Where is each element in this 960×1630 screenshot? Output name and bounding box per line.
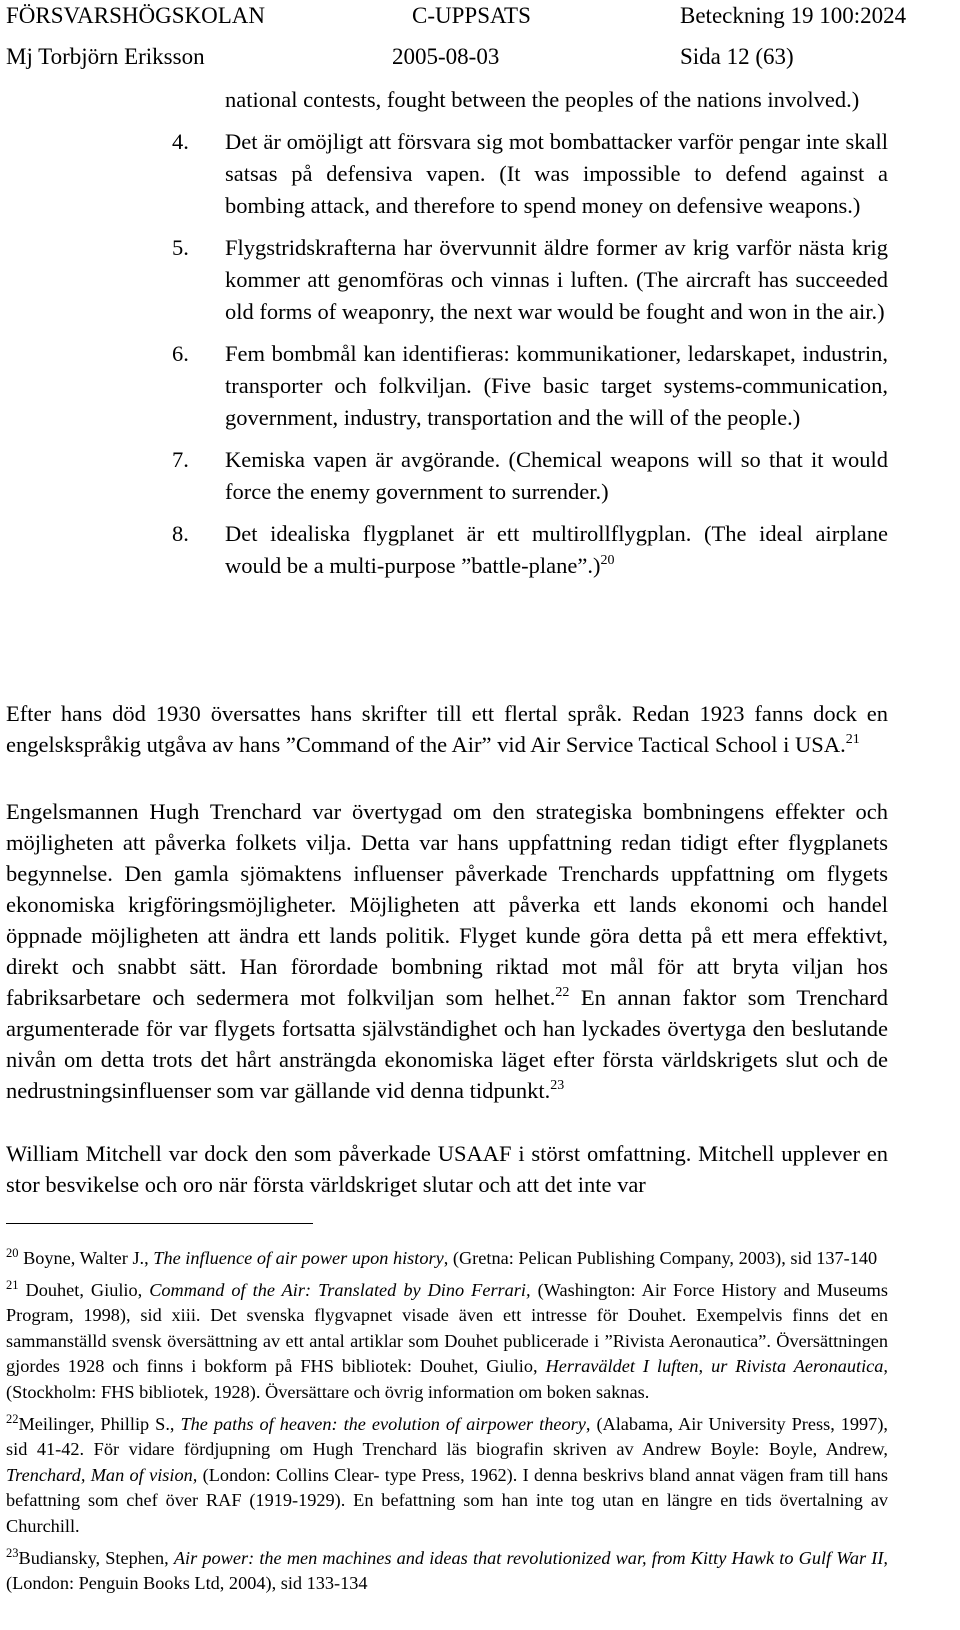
- footnote-ref[interactable]: 23: [550, 1078, 565, 1093]
- header-school: FÖRSVARSHÖGSKOLAN: [6, 3, 266, 28]
- footnote-title: The paths of heaven: the evolution of airpower theory: [180, 1413, 586, 1434]
- footnotes: [6, 1246, 888, 1597]
- footnote-title: The influence of air power upon history: [153, 1248, 444, 1268]
- header-author: Mj Torbjörn Eriksson: [6, 44, 205, 69]
- list-item-continuation: [172, 84, 888, 116]
- enumerated-list: [172, 84, 888, 582]
- list-item: [172, 338, 888, 434]
- list-item-text: Fem bombmål kan identifieras: kommunikationer, ledarskapet, industrin, transporter och folkviljan. (Five basic target systems-communication, government, industry, transportation and the will of the people.): [225, 341, 888, 430]
- paragraph-text: Efter hans död 1930 översattes hans skrifter till ett flertal språk. Redan 1923 fanns dock en engelskspråkig utgåva av hans ”Command of the Air” vid Air Service Tactical School i USA.: [6, 701, 888, 757]
- list-item: [172, 126, 888, 222]
- paragraph-text: William Mitchell var dock den som påverkade USAAF i störst omfattning. Mitchell upplever en stor besvikelse och oro när första världskriget slutar och att det inte var: [6, 1141, 888, 1197]
- footnote-number: 22: [6, 1411, 19, 1426]
- header-date: 2005-08-03: [392, 44, 500, 69]
- footnote-title: Air power: the men machines and ideas that revolutionized war, from Kitty Hawk to Gulf War II,: [173, 1547, 888, 1568]
- list-item-number: 7.: [172, 447, 189, 472]
- footnote-title: Herraväldet I luften, ur Rivista Aeronautica,: [545, 1356, 888, 1377]
- header-designation: Beteckning 19 100:2024: [680, 3, 907, 28]
- footnote-text: Budiansky, Stephen,: [18, 1547, 174, 1568]
- footnote-22: [6, 1412, 888, 1540]
- list-item-number: 5.: [172, 235, 189, 260]
- footnote-text: , (Gretna: Pelican Publishing Company, 2003), sid 137-140: [443, 1248, 878, 1268]
- footnote-text: (Washington: Air Force History and Museums Program, 1998), sid xiii. Det svenska flygvapnet visade även ett intresse för Douhet. Exempelvis finns det en sammanställd svensk översättning av ett antal artiklar som Douhet publicerade i ”Rivista Aeronautica”. Översättningen gjordes 1928 och finns i bokform på FHS bibliotek: Douhet, Giulio,: [6, 1279, 889, 1377]
- footnote-20: [6, 1246, 888, 1272]
- body-paragraph: [6, 796, 888, 1106]
- list-item: [172, 444, 888, 508]
- list-item-text: Kemiska vapen är avgörande. (Chemical weapons will so that it would force the enemy government to surrender.): [225, 447, 888, 504]
- list-item-text: Det idealiska flygplanet är ett multirollflygplan. (The ideal airplane would be a multi-purpose ”battle-plane”.): [225, 521, 888, 578]
- footnote-separator: [6, 1223, 313, 1224]
- body-paragraph: [6, 1138, 888, 1200]
- footnote-ref[interactable]: 21: [845, 732, 860, 747]
- list-item-number: 4.: [172, 129, 189, 154]
- footnote-21: [6, 1278, 888, 1406]
- body-paragraph: [6, 698, 888, 760]
- footnote-number: 21: [6, 1277, 19, 1292]
- footnote-text: Douhet, Giulio,: [18, 1279, 150, 1300]
- paragraph-text: Engelsmannen Hugh Trenchard var övertygad om den strategiska bombningens effekter och möjligheten att påverka folkets vilja. Detta var hans uppfattning redan tidigt efter flygplanets begynnelse. Den gamla sjömaktens influenser påverkade Trenchards uppfattning om flygets ekonomiska krigföringsmöjligheter. Möjligheten att påverka ett lands ekonomi och handel öppnade möjligheten att ändra ett lands politik. Flyget kunde göra detta på ett mera effektivt, direkt och snabbt sätt. Han förordade bombning riktad mot mål för att bryta viljan hos fabriksarbetare och sedermera mot folkviljan som helhet.: [6, 799, 888, 1010]
- list-item-number: 8.: [172, 521, 189, 546]
- list-item-text: national contests, fought between the peoples of the nations involved.): [225, 87, 860, 112]
- header-doc-type: C-UPPSATS: [412, 3, 531, 28]
- list-item-text: Det är omöjligt att försvara sig mot bombattacker varför pengar inte skall satsas på defensiva vapen. (It was impossible to defend against a bombing attack, and therefore to spend money on defensive weapons.): [225, 129, 888, 218]
- footnote-text: Meilinger, Phillip S.,: [18, 1413, 181, 1434]
- footnote-text: Boyne, Walter J.,: [18, 1248, 154, 1268]
- header-page-number: Sida 12 (63): [680, 44, 794, 69]
- list-item: [172, 232, 888, 328]
- footnote-text: (Stockholm: FHS bibliotek, 1928). Översättare och övrig information om boken saknas.: [6, 1381, 650, 1402]
- footnote-ref[interactable]: 20: [600, 553, 615, 568]
- footnote-number: 23: [6, 1545, 19, 1560]
- paragraph-text: En annan faktor som Trenchard argumenterade för var flygets fortsatta självständighet och han lyckades övertyga den beslutande nivån om detta trots det hårt ansträngda ekonomiska läget efter första världskrigets slut och de nedrustningsinfluenser som var gällande vid denna tidpunkt.: [6, 985, 888, 1103]
- footnote-title: Trenchard, Man of vision,: [6, 1464, 198, 1485]
- footnote-text: (London: Penguin Books Ltd, 2004), sid 133-134: [6, 1573, 368, 1594]
- list-item-text: Flygstridskrafterna har övervunnit äldre former av krig varför nästa krig kommer att genomföras och vinnas i luften. (The aircraft has succeeded old forms of weaponry, the next war would be fought and won in the air.): [225, 235, 888, 324]
- footnote-title: Command of the Air: Translated by Dino Ferrari,: [149, 1279, 531, 1300]
- footnote-text: , (Alabama, Air University Press, 1997), sid 41-42. För vidare fördjupning om Hugh Trenchard läs biografin skriven av Andrew Boyle: Boyle, Andrew,: [6, 1413, 888, 1460]
- footnote-text: (London: Collins Clear- type Press, 1962). I denna beskrivs bland annat vägen fram till hans befattning som chef över RAF (1919-1929). En befattning som han inte tog utan en längre en tids övertalning av Churchill.: [6, 1464, 889, 1536]
- list-item-number: 6.: [172, 341, 189, 366]
- footnote-ref[interactable]: 22: [555, 985, 570, 1000]
- list-item: [172, 518, 888, 582]
- footnote-23: [6, 1546, 888, 1597]
- footnote-number: 20: [6, 1246, 19, 1260]
